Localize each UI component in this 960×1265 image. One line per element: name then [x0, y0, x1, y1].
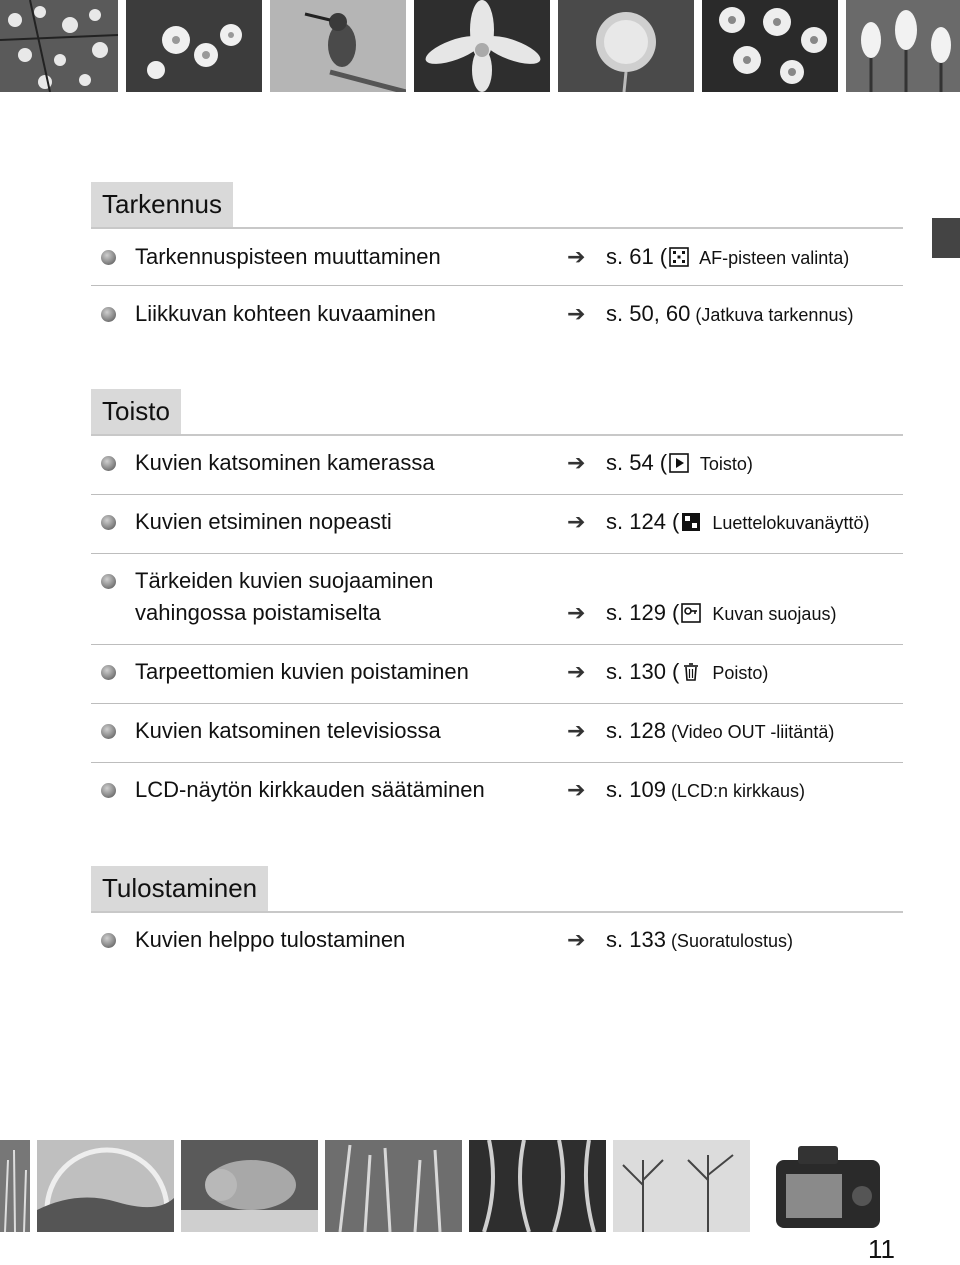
bullet-icon: [101, 574, 116, 589]
topic-label: Tärkeiden kuvien suojaaminen vahingossa poistamiselta: [135, 568, 434, 625]
topic-label: Liikkuvan kohteen kuvaaminen: [135, 301, 436, 326]
page-reference: s. 124 ( Luettelokuvanäyttö): [606, 509, 870, 534]
topic-label: Kuvien helppo tulostaminen: [135, 927, 406, 952]
page-reference: s. 133 (Suoratulostus): [606, 927, 793, 952]
list-item: [91, 286, 903, 342]
arrow-icon: ➔: [567, 777, 586, 802]
section-title-playback: Toisto: [91, 389, 181, 434]
topic-label: Tarpeettomien kuvien poistaminen: [135, 659, 469, 684]
rainbow-landscape-photo: [37, 1140, 174, 1232]
bullet-icon: [101, 456, 116, 471]
page-reference: s. 54 ( Toisto): [606, 450, 753, 475]
page-reference: s. 130 ( Poisto): [606, 659, 769, 684]
page-reference: s. 129 ( Kuvan suojaus): [606, 600, 837, 625]
kingfisher-photo: [270, 0, 406, 92]
page-reference: s. 128 (Video OUT -liitäntä): [606, 718, 835, 743]
af-point-icon: [669, 247, 689, 267]
topic-label: Kuvien katsominen kamerassa: [135, 450, 435, 475]
section-printing: [91, 866, 903, 971]
arrow-icon: ➔: [567, 600, 586, 625]
list-item: [91, 704, 903, 763]
arrow-icon: ➔: [567, 718, 586, 743]
section-title-printing: Tulostaminen: [91, 866, 268, 911]
topic-label: Tarkennuspisteen muuttaminen: [135, 244, 441, 269]
section-title-focus: Tarkennus: [91, 182, 233, 227]
section-playback: [91, 389, 903, 821]
tree-bark-photo: [469, 1140, 606, 1232]
topic-label: Kuvien etsiminen nopeasti: [135, 509, 392, 534]
snowy-trees-photo: [613, 1140, 750, 1232]
arrow-icon: ➔: [567, 244, 586, 269]
arrow-icon: ➔: [567, 301, 586, 326]
bottom-photo-strip: [0, 1140, 960, 1232]
reeds-photo: [325, 1140, 462, 1232]
bullet-icon: [101, 783, 116, 798]
arrow-icon: ➔: [567, 450, 586, 475]
chapter-edge-tab: [932, 218, 960, 258]
sleeping-cat-photo: [181, 1140, 318, 1232]
blossom-branches-photo: [0, 0, 118, 92]
bullet-icon: [101, 724, 116, 739]
list-item: [91, 436, 903, 495]
bullet-icon: [101, 933, 116, 948]
index-icon: [681, 512, 701, 532]
list-item: [91, 229, 903, 286]
arrow-icon: ➔: [567, 927, 586, 952]
bullet-icon: [101, 665, 116, 680]
page-reference: s. 61 ( AF-pisteen valinta): [606, 244, 850, 269]
bullet-icon: [101, 250, 116, 265]
top-photo-strip: [0, 0, 960, 92]
list-item: [91, 763, 903, 821]
protect-key-icon: [681, 603, 701, 623]
page-reference: s. 50, 60 (Jatkuva tarkennus): [606, 301, 854, 326]
topic-label: LCD-näytön kirkkauden säätäminen: [135, 777, 485, 802]
list-item: [91, 495, 903, 554]
playback-icon: [669, 453, 689, 473]
section-focus: [91, 182, 903, 342]
bullet-icon: [101, 515, 116, 530]
page-number: 11: [868, 1234, 895, 1264]
list-item: [91, 645, 903, 704]
dandelion-photo: [558, 0, 694, 92]
camera-back-photo: [770, 1140, 886, 1232]
trash-icon: [681, 662, 701, 682]
magnolia-photo: [414, 0, 550, 92]
crocus-photo: [846, 0, 960, 92]
topic-label: Kuvien katsominen televisiossa: [135, 718, 441, 743]
bullet-icon: [101, 307, 116, 322]
list-item: [91, 913, 903, 971]
daisies-photo: [702, 0, 838, 92]
arrow-icon: ➔: [567, 509, 586, 534]
list-item: [91, 554, 903, 645]
grass-photo: [0, 1140, 30, 1232]
page-reference: s. 109 (LCD:n kirkkaus): [606, 777, 805, 802]
cherry-blossom-photo: [126, 0, 262, 92]
arrow-icon: ➔: [567, 659, 586, 684]
